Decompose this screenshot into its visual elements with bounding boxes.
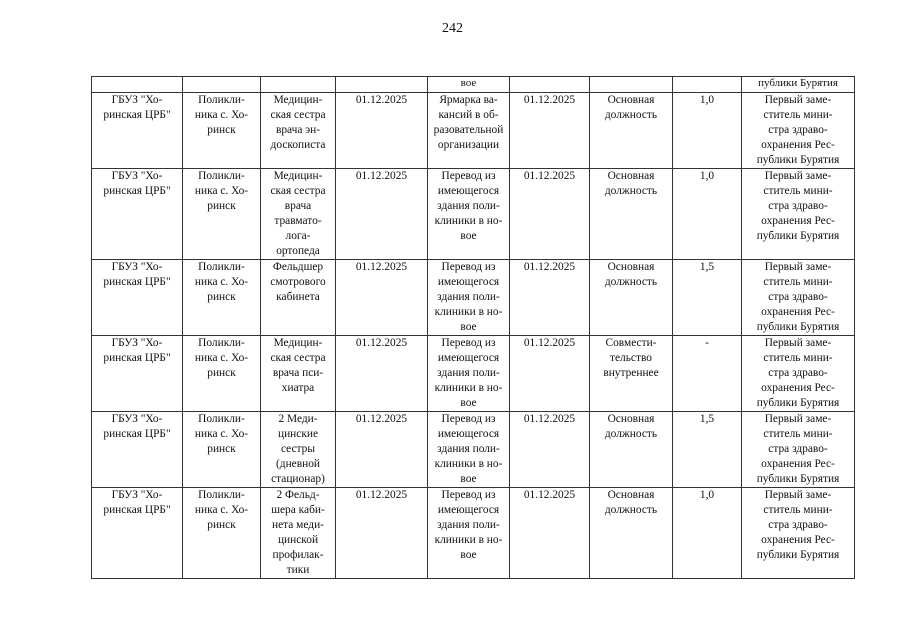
employment-type-cell: Основная должность bbox=[590, 412, 673, 488]
table-cell bbox=[183, 77, 261, 93]
end-date-cell: 01.12.2025 bbox=[510, 488, 590, 579]
approver-cell: Первый заме- ститель мини- стра здраво- охранения Рес- публики Бурятия bbox=[742, 488, 855, 579]
unit-cell: Поликли- ника с. Хо- ринск bbox=[183, 93, 261, 169]
rate-cell: 1,0 bbox=[673, 169, 742, 260]
unit-cell: Поликли- ника с. Хо- ринск bbox=[183, 336, 261, 412]
table-row bbox=[92, 488, 855, 579]
table-cell: публики Бурятия bbox=[742, 77, 855, 93]
employment-type-cell: Основная должность bbox=[590, 260, 673, 336]
table-row bbox=[92, 336, 855, 412]
table-row bbox=[92, 260, 855, 336]
table-cell bbox=[510, 77, 590, 93]
org-cell: ГБУЗ "Хо- ринская ЦРБ" bbox=[92, 169, 183, 260]
approver-cell: Первый заме- ститель мини- стра здраво- охранения Рес- публики Бурятия bbox=[742, 169, 855, 260]
start-date-cell: 01.12.2025 bbox=[336, 336, 428, 412]
page-number: 242 bbox=[442, 21, 463, 36]
unit-cell: Поликли- ника с. Хо- ринск bbox=[183, 260, 261, 336]
position-cell: Медицин- ская сестра врача пси- хиатра bbox=[261, 336, 336, 412]
table-row bbox=[92, 93, 855, 169]
org-cell: ГБУЗ "Хо- ринская ЦРБ" bbox=[92, 336, 183, 412]
org-cell: ГБУЗ "Хо- ринская ЦРБ" bbox=[92, 260, 183, 336]
reason-cell: Перевод из имеющегося здания поли- клиники в но- вое bbox=[428, 412, 510, 488]
employment-type-cell: Основная должность bbox=[590, 169, 673, 260]
vacancy-table bbox=[91, 76, 855, 579]
position-cell: Фельдшер смотрового кабинета bbox=[261, 260, 336, 336]
start-date-cell: 01.12.2025 bbox=[336, 488, 428, 579]
unit-cell: Поликли- ника с. Хо- ринск bbox=[183, 488, 261, 579]
position-cell: 2 Меди- цинские сестры (дневной стационар) bbox=[261, 412, 336, 488]
table-row bbox=[92, 169, 855, 260]
employment-type-cell: Совмести- тельство внутреннее bbox=[590, 336, 673, 412]
rate-cell: 1,5 bbox=[673, 260, 742, 336]
org-cell: ГБУЗ "Хо- ринская ЦРБ" bbox=[92, 412, 183, 488]
position-cell: 2 Фельд- шера каби- нета меди- цинской профилак- тики bbox=[261, 488, 336, 579]
employment-type-cell: Основная должность bbox=[590, 93, 673, 169]
rate-cell: 1,5 bbox=[673, 412, 742, 488]
rate-cell: 1,0 bbox=[673, 93, 742, 169]
reason-cell: Ярмарка ва- кансий в об- разовательной организации bbox=[428, 93, 510, 169]
end-date-cell: 01.12.2025 bbox=[510, 169, 590, 260]
table-row bbox=[92, 412, 855, 488]
approver-cell: Первый заме- ститель мини- стра здраво- охранения Рес- публики Бурятия bbox=[742, 260, 855, 336]
rate-cell: - bbox=[673, 336, 742, 412]
unit-cell: Поликли- ника с. Хо- ринск bbox=[183, 169, 261, 260]
org-cell: ГБУЗ "Хо- ринская ЦРБ" bbox=[92, 488, 183, 579]
reason-cell: Перевод из имеющегося здания поли- клиники в но- вое bbox=[428, 260, 510, 336]
start-date-cell: 01.12.2025 bbox=[336, 93, 428, 169]
table-cell bbox=[261, 77, 336, 93]
approver-cell: Первый заме- ститель мини- стра здраво- охранения Рес- публики Бурятия bbox=[742, 412, 855, 488]
start-date-cell: 01.12.2025 bbox=[336, 412, 428, 488]
table-row-continuation bbox=[92, 77, 855, 93]
end-date-cell: 01.12.2025 bbox=[510, 260, 590, 336]
end-date-cell: 01.12.2025 bbox=[510, 93, 590, 169]
position-cell: Медицин- ская сестра врача травмато- лога- ортопеда bbox=[261, 169, 336, 260]
end-date-cell: 01.12.2025 bbox=[510, 412, 590, 488]
table-cell: вое bbox=[428, 77, 510, 93]
position-cell: Медицин- ская сестра врача эн- доскописта bbox=[261, 93, 336, 169]
start-date-cell: 01.12.2025 bbox=[336, 260, 428, 336]
table-cell bbox=[92, 77, 183, 93]
employment-type-cell: Основная должность bbox=[590, 488, 673, 579]
end-date-cell: 01.12.2025 bbox=[510, 336, 590, 412]
unit-cell: Поликли- ника с. Хо- ринск bbox=[183, 412, 261, 488]
reason-cell: Перевод из имеющегося здания поли- клиники в но- вое bbox=[428, 336, 510, 412]
reason-cell: Перевод из имеющегося здания поли- клиники в но- вое bbox=[428, 488, 510, 579]
start-date-cell: 01.12.2025 bbox=[336, 169, 428, 260]
org-cell: ГБУЗ "Хо- ринская ЦРБ" bbox=[92, 93, 183, 169]
reason-cell: Перевод из имеющегося здания поли- клиники в но- вое bbox=[428, 169, 510, 260]
table-cell bbox=[336, 77, 428, 93]
table-cell bbox=[590, 77, 673, 93]
approver-cell: Первый заме- ститель мини- стра здраво- охранения Рес- публики Бурятия bbox=[742, 336, 855, 412]
rate-cell: 1,0 bbox=[673, 488, 742, 579]
approver-cell: Первый заме- ститель мини- стра здраво- охранения Рес- публики Бурятия bbox=[742, 93, 855, 169]
table-cell bbox=[673, 77, 742, 93]
